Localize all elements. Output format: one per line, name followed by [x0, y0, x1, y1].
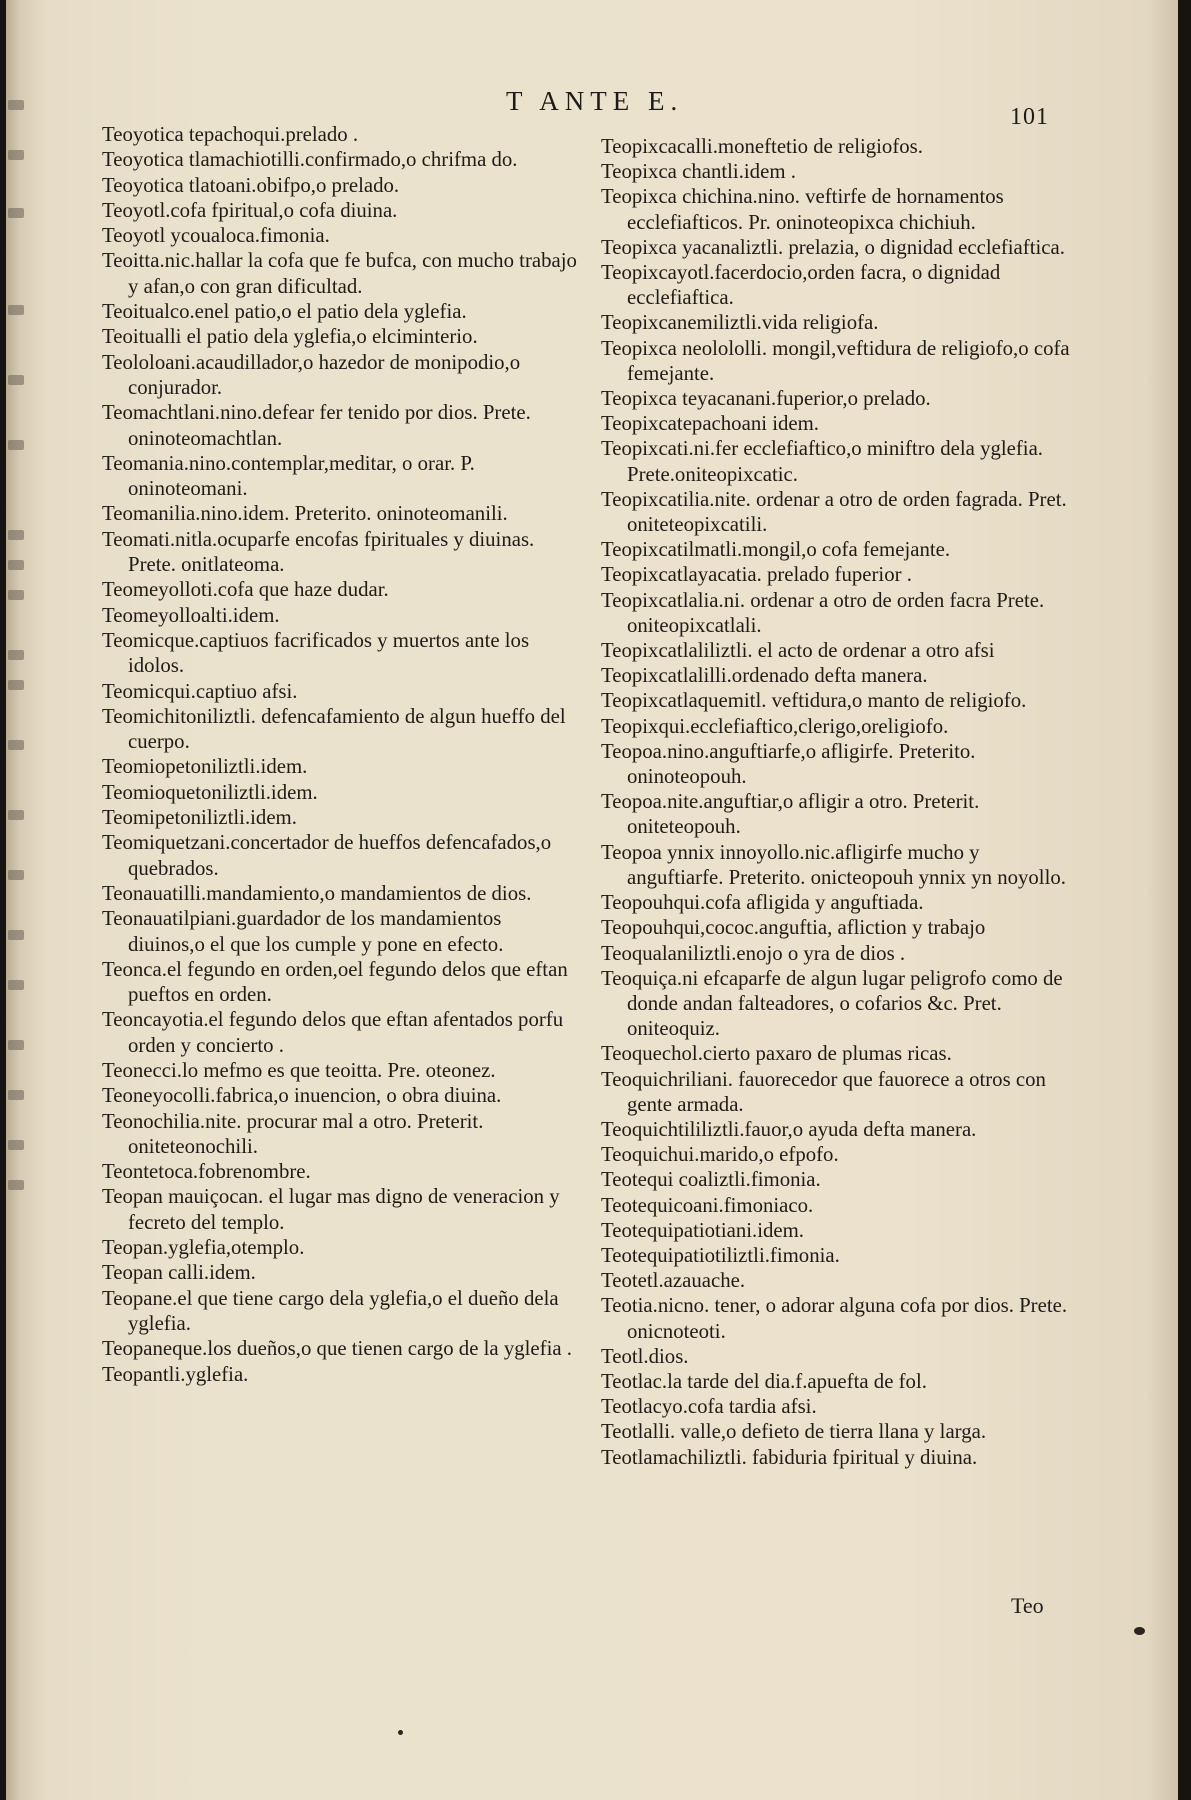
dictionary-entry: Teomeyolloti.cofa que haze dudar.: [102, 578, 389, 602]
dictionary-entry: Teotequipatiotiani.idem.: [601, 1218, 804, 1242]
dictionary-entry: Teoyotica tlatoani.obifpo,o prelado.: [102, 173, 400, 197]
catchword: Teo: [1011, 1593, 1044, 1618]
dictionary-entry: Teopixca chantli.idem .: [601, 160, 796, 184]
dictionary-entry: Teoyotl.cofa fpiritual,o cofa diuina.: [102, 198, 398, 222]
dictionary-entry: Teololoani.acaudillador,o hazedor de monipodio,o conjurador.: [102, 350, 521, 399]
dictionary-entry: Teopan mauiçocan. el lugar mas digno de veneracion y fecreto del templo.: [102, 1185, 560, 1234]
dictionary-entry: Teoyotl ycoualoca.fimonia.: [102, 224, 330, 248]
dictionary-entry: Teoneyocolli.fabrica,o inuencion, o obra diuina.: [102, 1084, 502, 1108]
dictionary-entry: Teoquichtililiztli.fauor,o ayuda defta manera.: [601, 1117, 977, 1141]
dictionary-entry: Teotetl.azauache.: [601, 1269, 746, 1293]
dictionary-entry: Teoitualli el patio dela yglefia,o elciminterio.: [102, 325, 478, 349]
dictionary-entry: Teotlamachiliztli. fabiduria fpiritual y diuina.: [601, 1445, 978, 1469]
dictionary-entry: Teotequi coaliztli.fimonia.: [601, 1168, 821, 1192]
dictionary-entry: Teopouhqui,cococ.anguftia, afliction y trabajo: [601, 916, 986, 940]
dictionary-entry: Teopouhqui.cofa afligida y anguftiada.: [601, 891, 924, 915]
dictionary-entry: Teoyotica tlamachiotilli.confirmado,o chrifma do.: [102, 148, 518, 172]
dictionary-entry: Teopixca yacanaliztli. prelazia, o dignidad ecclefiaftica.: [601, 235, 1065, 259]
dictionary-entry: Teopixcatepachoani idem.: [601, 412, 819, 436]
dictionary-entry: Teopantli.yglefia.: [102, 1362, 249, 1386]
dictionary-entry: Teonauatilli.mandamiento,o mandamientos de dios.: [102, 881, 532, 905]
dictionary-entry: Teonauatilpiani.guardador de los mandamientos diuinos,o el que los cumple y pone en efecto.: [102, 907, 504, 956]
dictionary-entry: Teopoa.nino.anguftiarfe,o afligirfe. Preterito. oninoteopouh.: [601, 739, 976, 789]
dictionary-entry: Teopixca teyacanani.fuperior,o prelado.: [601, 387, 931, 411]
dictionary-entry: Teomicque.captiuos facrificados y muertos ante los idolos.: [102, 628, 530, 678]
right-column: [601, 134, 1076, 1470]
dictionary-entry: Teonca.el fegundo en orden,oel fegundo delos que eftan pueftos en orden.: [102, 957, 568, 1007]
dictionary-entry: Teopixcatilia.nite. ordenar a otro de orden fagrada. Pret. oniteteopixcatili.: [601, 487, 1067, 537]
dictionary-entry: Teoncayotia.el fegundo delos que eftan afentados porfu orden y concierto .: [102, 1008, 564, 1057]
dictionary-entry: Teotlalli. valle,o defieto de tierra llana y larga.: [601, 1420, 987, 1444]
ink-blot: [1134, 1627, 1145, 1635]
left-column: [102, 122, 580, 1387]
dictionary-entry: Teopixcayotl.facerdocio,orden facra, o dignidad ecclefiaftica.: [601, 261, 1001, 310]
dictionary-entry: Teoitualco.enel patio,o el patio dela yglefia.: [102, 300, 467, 324]
dictionary-entry: Teopixcatlalilli.ordenado defta manera.: [601, 664, 928, 688]
dictionary-entry: Teotia.nicno. tener, o adorar alguna cofa por dios. Prete. onicnoteoti.: [601, 1294, 1068, 1343]
dictionary-entry: Teomati.nitla.ocuparfe encofas fpirituales y diuinas. Prete. onitlateoma.: [102, 527, 535, 577]
dictionary-entry: Teomipetoniliztli.idem.: [102, 806, 297, 830]
dictionary-entry: Teotl.dios.: [601, 1344, 689, 1368]
dictionary-entry: Teopixca chichina.nino. veftirfe de hornamentos ecclefiafticos. Pr. oninoteopixca chichiuh.: [601, 185, 1004, 234]
dictionary-entry: Teopixcatlayacatia. prelado fuperior .: [601, 563, 912, 587]
dictionary-entry: Teopan.yglefia,otemplo.: [102, 1236, 305, 1260]
dictionary-entry: Teoyotica tepachoqui.prelado .: [102, 123, 359, 146]
dictionary-entry: Teopixcanemiliztli.vida religiofa.: [601, 311, 879, 335]
dictionary-entry: Teoquechol.cierto paxaro de plumas ricas.: [601, 1042, 952, 1066]
dictionary-entry: Teoquichriliani. fauorecedor que fauorece a otros con gente armada.: [601, 1067, 1046, 1116]
folio-number: 101: [1010, 104, 1049, 130]
book-page: [6, 0, 1178, 1800]
dictionary-entry: Teotequicoani.fimoniaco.: [601, 1193, 814, 1217]
dictionary-entry: Teopixcatilmatli.mongil,o cofa femejante.: [601, 538, 951, 562]
dictionary-entry: Teomioquetoniliztli.idem.: [102, 780, 318, 804]
running-head: T ANTE E.: [506, 86, 684, 116]
dictionary-entry: Teopixcacalli.moneftetio de religiofos.: [601, 135, 923, 158]
dictionary-entry: Teopixcatlaquemitl. veftidura,o manto de religiofo.: [601, 689, 1027, 713]
dictionary-entry: Teopan calli.idem.: [102, 1261, 256, 1285]
dictionary-entry: Teontetoca.fobrenombre.: [102, 1160, 311, 1184]
dictionary-entry: Teopixcatlalia.ni. ordenar a otro de orden facra Prete. oniteopixcatlali.: [601, 588, 1045, 637]
dictionary-entry: Teomania.nino.contemplar,meditar, o orar. P. oninoteomani.: [102, 451, 475, 501]
dictionary-entry: Teopoa ynnix innoyollo.nic.afligirfe mucho y anguftiarfe. Preterito. onicteopouh ynnix yn noyollo.: [601, 840, 1066, 889]
dictionary-entry: Teomachtlani.nino.defear fer tenido por dios. Prete. oninoteomachtlan.: [102, 401, 531, 450]
ink-dot: [398, 1730, 403, 1735]
dictionary-entry: Teopoa.nite.anguftiar,o afligir a otro. Preterit. oniteteopouh.: [601, 790, 980, 839]
dictionary-entry: Teomicqui.captiuo afsi.: [102, 679, 298, 703]
dictionary-entry: Teoquichui.marido,o efpofo.: [601, 1143, 839, 1167]
dictionary-entry: Teopixca neolololli. mongil,veftidura de religiofo,o cofa femejante.: [601, 336, 1070, 385]
previous-page-gutter-fragments: [6, 90, 26, 1510]
dictionary-entry: Teomiopetoniliztli.idem.: [102, 755, 308, 779]
dictionary-entry: Teoqualaniliztli.enojo o yra de dios .: [601, 941, 906, 965]
dictionary-entry: Teotlac.la tarde del dia.f.apuefta de fol.: [601, 1369, 927, 1393]
dictionary-entry: Teomeyolloalti.idem.: [102, 603, 280, 627]
dictionary-entry: Teopixcatlaliliztli. el acto de ordenar a otro afsi: [601, 639, 995, 663]
dictionary-entry: Teotlacyo.cofa tardia afsi.: [601, 1395, 817, 1419]
dictionary-entry: Teoquiça.ni efcaparfe de algun lugar peligrofo como de donde andan falteadores, o cofarios &c. Pret. oniteoquiz.: [601, 966, 1063, 1041]
dictionary-entry: Teopixqui.ecclefiaftico,clerigo,oreligiofo.: [601, 714, 949, 738]
dictionary-entry: Teotequipatiotiliztli.fimonia.: [601, 1243, 840, 1267]
dictionary-entry: Teonochilia.nite. procurar mal a otro. Preterit. oniteteonochili.: [102, 1109, 484, 1158]
dictionary-entry: Teomiquetzani.concertador de hueffos defencafados,o quebrados.: [102, 831, 552, 880]
dictionary-entry: Teonecci.lo mefmo es que teoitta. Pre. oteonez.: [102, 1058, 496, 1082]
dictionary-entry: Teoitta.nic.hallar la cofa que fe bufca, con mucho trabajo y afan,o con gran dificultad.: [102, 249, 577, 298]
dictionary-entry: Teomichitoniliztli. defencafamiento de algun hueffo del cuerpo.: [102, 704, 566, 754]
dictionary-entry: Teopane.el que tiene cargo dela yglefia,o el dueño dela yglefia.: [102, 1286, 559, 1335]
dictionary-entry: Teomanilia.nino.idem. Preterito. oninoteomanili.: [102, 502, 508, 526]
dictionary-entry: Teopaneque.los dueños,o que tienen cargo de la yglefia .: [102, 1337, 572, 1361]
dictionary-entry: Teopixcati.ni.fer ecclefiaftico,o miniftro dela yglefia. Prete.oniteopixcatic.: [601, 437, 1044, 486]
